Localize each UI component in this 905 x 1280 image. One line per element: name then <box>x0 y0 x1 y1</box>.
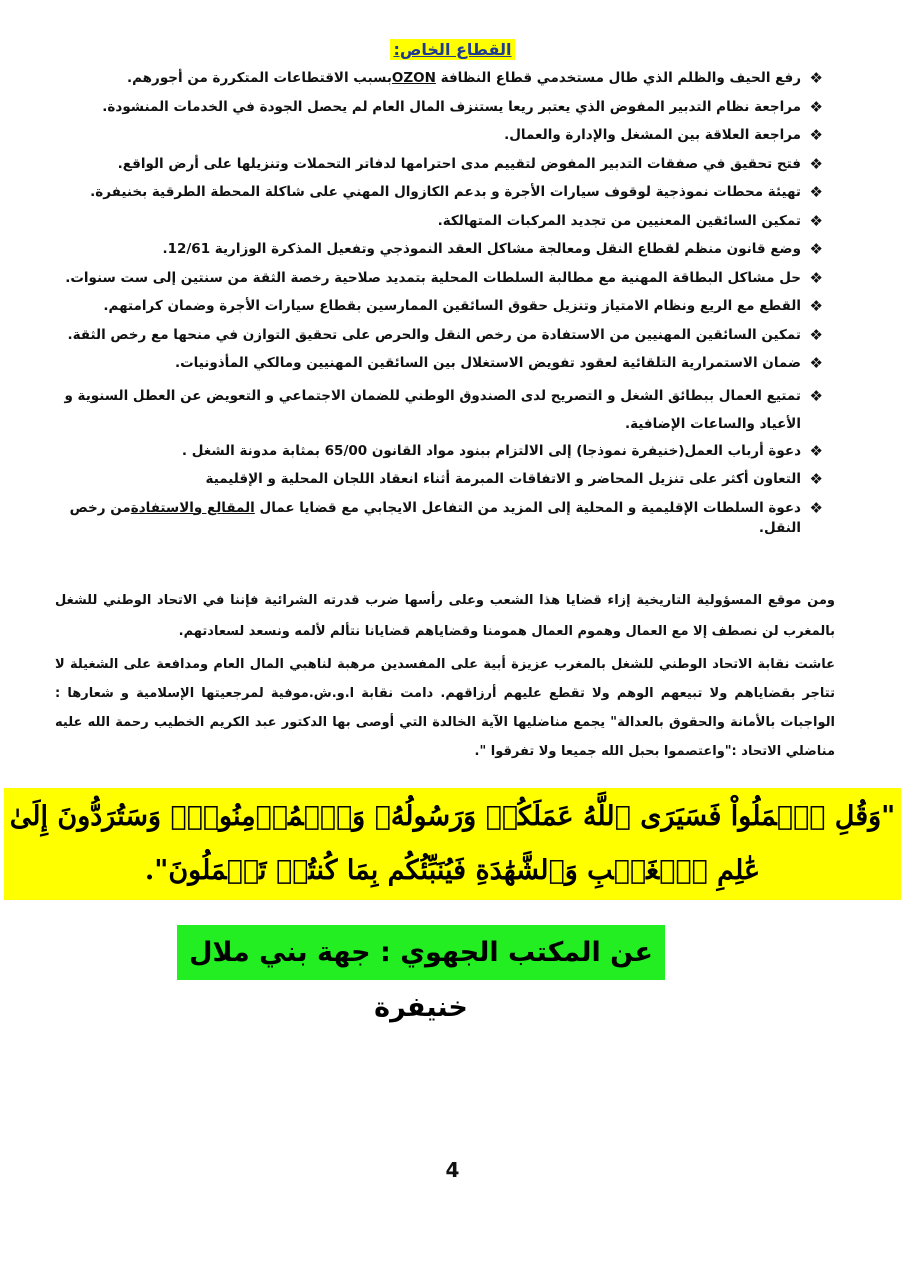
list-item <box>53 498 823 538</box>
list-item-text: القطع مع الريع ونظام الامتياز وتنزيل حقوق السائقين الممارسين بقطاع سيارات الأجرة وضمان كرامتهم. <box>103 298 801 314</box>
list-item <box>53 68 823 88</box>
diamond-bullet-icon: ❖ <box>809 297 823 315</box>
list-item-text: دعوة أرباب العمل(خنيفرة نموذجا) إلى الالتزام ببنود مواد القانون 65/00 بمثابة مدونة الشغل . <box>181 442 801 459</box>
quran-verse-block <box>0 788 905 900</box>
diamond-bullet-icon: ❖ <box>809 211 823 230</box>
diamond-bullet-icon: ❖ <box>809 354 823 372</box>
list-item <box>53 296 823 316</box>
section-title: القطاع الخاص: <box>390 39 514 60</box>
list-item <box>53 382 823 438</box>
list-item-text: ضمان الاستمرارية التلقائية لعقود تفويض الاستغلال بين السائقين المهنيين ومالكي المأذونيات. <box>174 355 801 371</box>
page-number: 4 <box>445 1158 460 1182</box>
diamond-bullet-icon: ❖ <box>809 470 823 488</box>
list-item <box>53 182 823 202</box>
list-item <box>53 239 823 259</box>
diamond-bullet-icon: ❖ <box>809 154 823 173</box>
diamond-bullet-icon: ❖ <box>809 97 823 116</box>
demands-list <box>53 68 823 546</box>
diamond-bullet-icon: ❖ <box>809 69 823 87</box>
list-item-text: حل مشاكل البطاقة المهنية مع مطالبة السلطات المحلية بتمديد صلاحية رخصة الثقة من سنتين إلى ست سنوات. <box>65 269 801 286</box>
list-item-text: تهيئة محطات نموذجية لوقوف سيارات الأجرة و بدعم الكازوال المهني على شاكلة المحطة الطرقية بخنيفرة. <box>90 184 801 200</box>
list-item-text: بسبب الاقتطاعات المتكررة من أجورهم. <box>126 70 392 86</box>
diamond-bullet-icon: ❖ <box>809 498 823 517</box>
diamond-bullet-icon: ❖ <box>809 268 823 287</box>
diamond-bullet-icon: ❖ <box>809 183 823 201</box>
list-item <box>53 353 823 373</box>
list-item-text: دعوة السلطات الإقليمية و المحلية إلى المزيد من التفاعل الايجابي مع قضايا عمال <box>254 499 801 516</box>
diamond-bullet-icon: ❖ <box>809 240 823 258</box>
closing-paragraph-1: ومن موقع المسؤولية التاريخية إزاء قضايا هذا الشعب وعلى رأسها ضرب قدرته الشرائية فإننا في الاتحاد الوطني للشغل بالمغرب لن نصطف إلا مع العمال وهموم العمال همومنا وقضاياهم قضايانا نتألم لألمه ونسعد لسعادتهم. <box>55 593 835 639</box>
quran-verse-line-2: عَٰلِمِ ٱلۡغَيۡبِ وَٱلشَّهَٰدَةِ فَيُنَبِّئُكُم بِمَا كُنتُمۡ تَعۡمَلُونَ". <box>144 855 761 886</box>
list-item-text: تمتيع العمال ببطائق الشغل و التصريح لدى الصندوق الوطني للضمان الاجتماعي و التعويض عن العطل السنوية و الأعياد والساعات الإضافية. <box>64 387 801 432</box>
list-item <box>53 97 823 117</box>
list-item <box>53 154 823 174</box>
list-item <box>53 441 823 461</box>
section-title-wrap <box>0 40 905 59</box>
list-item-text: وضع قانون منظم لقطاع النقل ومعالجة مشاكل العقد النموذجي وتفعيل المذكرة الوزارية 12/61. <box>162 241 801 257</box>
list-item-text: تمكين السائقين المعنيين من تجديد المركبات المتهالكة. <box>437 212 801 229</box>
quran-verse-line-1: "وَقُلِ ٱعۡمَلُواْ فَسَيَرَى ٱللَّهُ عَمَلَكُمۡ وَرَسُولُهُۥ وَٱلۡمُؤۡمِنُونَۖ وَسَتُرَدُّونَ إِلَىٰ <box>9 801 896 832</box>
list-item <box>53 125 823 145</box>
list-item-text: فتح تحقيق في صفقات التدبير المفوض لتقييم مدى احترامها لدفاتر التحملات وتنزيلها على أرض الواقع. <box>117 155 801 172</box>
list-item-text: التعاون أكثر على تنزيل المحاضر و الاتفاقات المبرمة أثناء انعقاد اللجان المحلية و الإقليمية <box>205 471 801 487</box>
regional-office-signoff: عن المكتب الجهوي : جهة بني ملال خنيفرة <box>177 925 665 980</box>
diamond-bullet-icon: ❖ <box>809 126 823 144</box>
list-item-text: مراجعة نظام التدبير المفوض الذي يعتبر ريعا يستنزف المال العام لم يحصل الجودة في الخدمات المنشودة. <box>102 98 801 115</box>
closing-paragraph-2: عاشت نقابة الاتحاد الوطني للشغل بالمغرب عزيزة أبية على المفسدين مرهبة لناهبي المال العام ومدافعة على الشغيلة لا تتاجر بقضاياهم ولا تبيعهم الوهم ولا تقطع عليهم أرزاقهم. دامت نقابة ا.و.ش.موفية لمرجعيتها الإسلامية و شعارها : الواجبات بالأمانة والحقوق بالعدالة" يجمع مناضليها الآية الخالدة التي أوصى بها الدكتور عبد الكريم الخطيب رحمة الله عليه مناضلي الاتحاد :"واعتصموا بحبل الله جميعا ولا تفرقوا ". <box>55 657 835 759</box>
quran-verse <box>4 788 901 900</box>
list-item <box>53 325 823 345</box>
list-item-text: مراجعة العلاقة بين المشغل والإدارة والعمال. <box>504 127 801 143</box>
list-item <box>53 211 823 231</box>
list-item <box>53 268 823 288</box>
ozon-underlined: OZON <box>391 70 436 86</box>
diamond-bullet-icon: ❖ <box>809 386 823 405</box>
quarries-underlined: المقالع والاستفادة <box>130 499 255 516</box>
diamond-bullet-icon: ❖ <box>809 325 823 344</box>
list-item-text: رفع الحيف والظلم الذي طال مستخدمي قطاع النظافة <box>435 70 801 86</box>
list-item-text: تمكين السائقين المهنيين من الاستفادة من رخص النقل والحرص على تحقيق التوازن في منحها مع رخص الثقة. <box>67 326 801 343</box>
list-item-text: من رخص النقل. <box>69 499 801 536</box>
diamond-bullet-icon: ❖ <box>809 441 823 460</box>
list-item <box>53 469 823 489</box>
